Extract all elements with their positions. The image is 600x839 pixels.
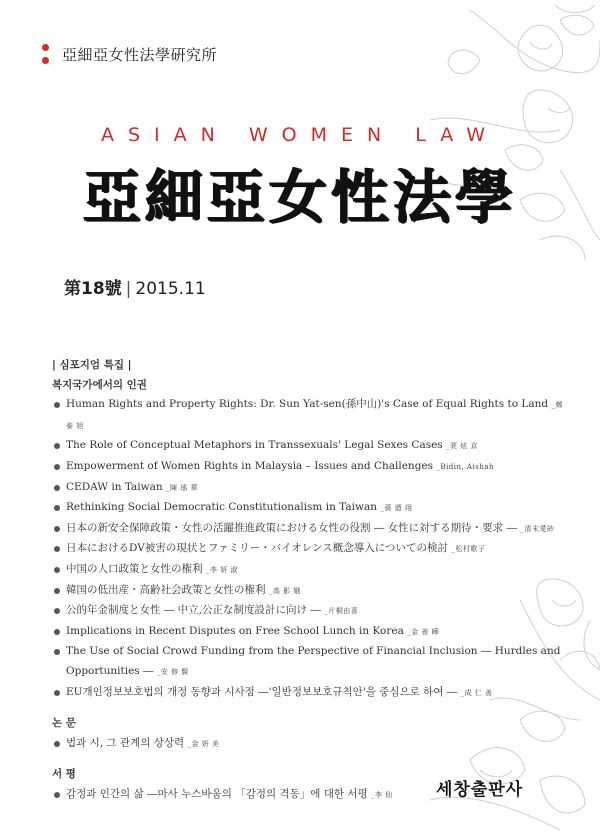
- section-tag: | 심포지엄 특집 |: [52, 359, 132, 371]
- toc-item-title: 日本の新安全保障政策・女性の活躍推進政策における女性の役割 ― 女性に対する期待・要求 ―: [66, 521, 518, 534]
- main-title: 亞細亞女性法學: [82, 163, 517, 231]
- toc-item-title: Implications in Recent Disputes on Free School Lunch in Korea: [66, 624, 404, 637]
- toc-item: [52, 581, 572, 602]
- toc-item-title: 감정과 인간의 삶 ―마사 누스바움의 「감정의 격동」에 대한 서평: [66, 787, 368, 800]
- toc-item: [52, 622, 572, 643]
- toc-item-title: 韓国の低出産・高齢社会政策と女性の権利: [66, 583, 266, 596]
- toc-item-author: _鄭 泰 旭: [66, 401, 563, 430]
- accent-dots: [42, 44, 50, 70]
- toc-item-author: _成 仁 善: [460, 688, 493, 697]
- issue-info: [64, 274, 206, 299]
- toc-item-author: _Bidin, Aishah: [436, 462, 495, 471]
- publisher-logo: 세창출판사: [436, 780, 524, 800]
- toc-item-title: 日本におけるDV被害の現状とファミリー・バイオレンス概念導入についての検討: [66, 542, 449, 555]
- section-subtitle: 복지국가에서의 인권: [52, 378, 147, 391]
- toc-item: [52, 601, 572, 622]
- toc-item-author: _金 善 曄: [407, 627, 440, 636]
- toc-item: [52, 457, 572, 478]
- toc-item-author: _孫 迺 翊: [380, 504, 413, 513]
- toc-item-title: The Use of Social Crowd Funding from the Perspective of Financial Inclusion ― Hurdles and Opportunities ―: [66, 645, 561, 677]
- toc-item-author: _松村歌子: [451, 545, 486, 554]
- english-title: ASIAN WOMEN LAW: [100, 124, 500, 146]
- toc-item: [52, 478, 572, 499]
- toc-item-author: _清末愛砂: [520, 524, 555, 533]
- section-heading-reviews: 서 평: [52, 768, 76, 781]
- section-heading-articles: 논 문: [52, 717, 76, 730]
- issue-number: 第18號: [64, 279, 122, 299]
- issue-date: 2015.11: [135, 279, 206, 299]
- toc-item-title: CEDAW in Taiwan: [66, 480, 163, 493]
- toc-item: [52, 519, 572, 540]
- toc-item: [52, 395, 572, 436]
- toc-item: [52, 683, 572, 704]
- institute-name: 亞細亞女性法學硏究所: [62, 46, 218, 64]
- toc-item: [52, 498, 572, 519]
- toc-item-title: Rethinking Social Democratic Constitutionalism in Taiwan: [66, 501, 378, 514]
- toc-item: [52, 734, 572, 755]
- toc-item-title: The Role of Conceptual Metaphors in Transsexuals' Legal Sexes Cases: [66, 439, 443, 452]
- toc-item: [52, 560, 572, 581]
- toc-item-author: _片桐由喜: [324, 607, 359, 616]
- toc-item-author: _金 妍 美: [187, 739, 220, 748]
- issue-separator: |: [125, 279, 132, 299]
- toc-item-author: _安 修 賢: [156, 667, 189, 676]
- toc-item-title: EU개인정보보호법의 개정 동향과 시사점 ―'일반정보보호규칙안'을 중심으로 하여 ―: [66, 685, 458, 698]
- toc-item-title: Empowerment of Women Rights in Malaysia – Issues and Challenges: [66, 459, 434, 472]
- toc-item-author: _李 仙: [370, 790, 393, 799]
- toc-item-title: 公的年金制度と女性 ― 中立,公正な制度設計に向け ―: [66, 604, 321, 617]
- toc-item-title: 中国の人口政策と女性の権利: [66, 562, 203, 575]
- red-dot-icon: [42, 44, 49, 51]
- red-dot-icon: [42, 57, 49, 64]
- toc-item-title: 법과 시, 그 관계의 상상력: [66, 736, 185, 749]
- toc-item: [52, 436, 572, 457]
- toc-item-author: _裵 炫 京: [446, 442, 478, 451]
- table-of-contents: [52, 356, 572, 805]
- toc-item: [52, 539, 572, 560]
- toc-item: [52, 642, 572, 682]
- toc-item-author: _李 妍 淑: [205, 565, 238, 574]
- toc-item-title: Human Rights and Property Rights: Dr. Sun Yat-sen(孫中山)'s Case of Equal Rights to Land: [66, 398, 549, 411]
- toc-item-author: _陳 瑤 華: [166, 483, 198, 492]
- toc-item-author: _高 影 娥: [268, 586, 301, 595]
